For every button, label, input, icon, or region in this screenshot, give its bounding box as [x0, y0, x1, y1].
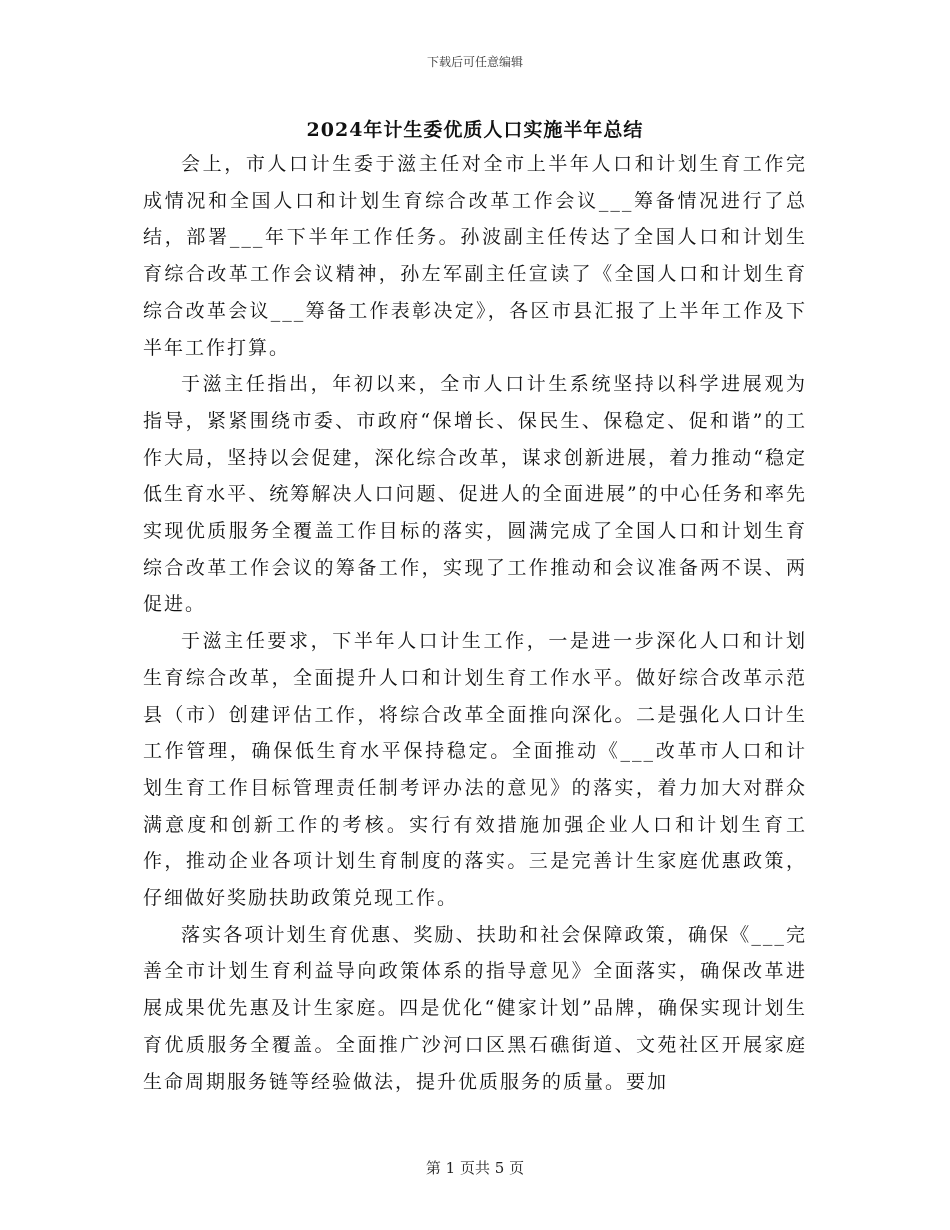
document-body	[143, 146, 807, 1100]
paragraph-4: 落实各项计划生育优惠、奖励、扶助和社会保障政策，确保《___完善全市计划生育利益导向政策体系的指导意见》全面落实，确保改革进展成果优先惠及计生家庭。四是优化“健家计划”品牌，确保实现计划生育优质服务全覆盖。全面推广沙河口区黑石礁街道、文苑社区开展家庭生命周期服务链等经验做法，提升优质服务的质量。要加	[143, 923, 807, 1093]
paragraph-2: 于滋主任指出，年初以来，全市人口计生系统坚持以科学进展观为指导，紧紧围绕市委、市政府“保增长、保民生、保稳定、促和谐”的工作大局，坚持以会促建，深化综合改革，谋求创新进展，着力推动“稳定低生育水平、统筹解决人口问题、促进人的全面进展”的中心任务和率先实现优质服务全覆盖工作目标的落实，圆满完成了全国人口和计划生育综合改革工作会议的筹备工作，实现了工作推动和会议准备两不误、两促进。	[143, 373, 807, 616]
paragraph-1: 会上，市人口计生委于滋主任对全市上半年人口和计划生育工作完成情况和全国人口和计划生育综合改革工作会议___筹备情况进行了总结，部署___年下半年工作任务。孙波副主任传达了全国人口和计划生育综合改革工作会议精神，孙左军副主任宣读了《全国人口和计划生育综合改革会议___筹备工作表彰决定》，各区市县汇报了上半年工作及下半年工作打算。	[143, 153, 807, 359]
page-number: 第 1 页共 5 页	[425, 1159, 525, 1177]
paragraph-3: 于滋主任要求，下半年人口计生工作，一是进一步深化人口和计划生育综合改革，全面提升人口和计划生育工作水平。做好综合改革示范县（市）创建评估工作，将综合改革全面推向深化。二是强化人口计生工作管理，确保低生育水平保持稳定。全面推动《___改革市人口和计划生育工作目标管理责任制考评办法的意见》的落实，着力加大对群众满意度和创新工作的考核。实行有效措施加强企业人口和计划生育工作，推动企业各项计划生育制度的落实。三是完善计生家庭优惠政策，仔细做好奖励扶助政策兑现工作。	[143, 630, 807, 910]
document-title: 2024年计生委优质人口实施半年总结	[306, 119, 644, 141]
page-header-note: 下载后可任意编辑	[426, 55, 523, 69]
